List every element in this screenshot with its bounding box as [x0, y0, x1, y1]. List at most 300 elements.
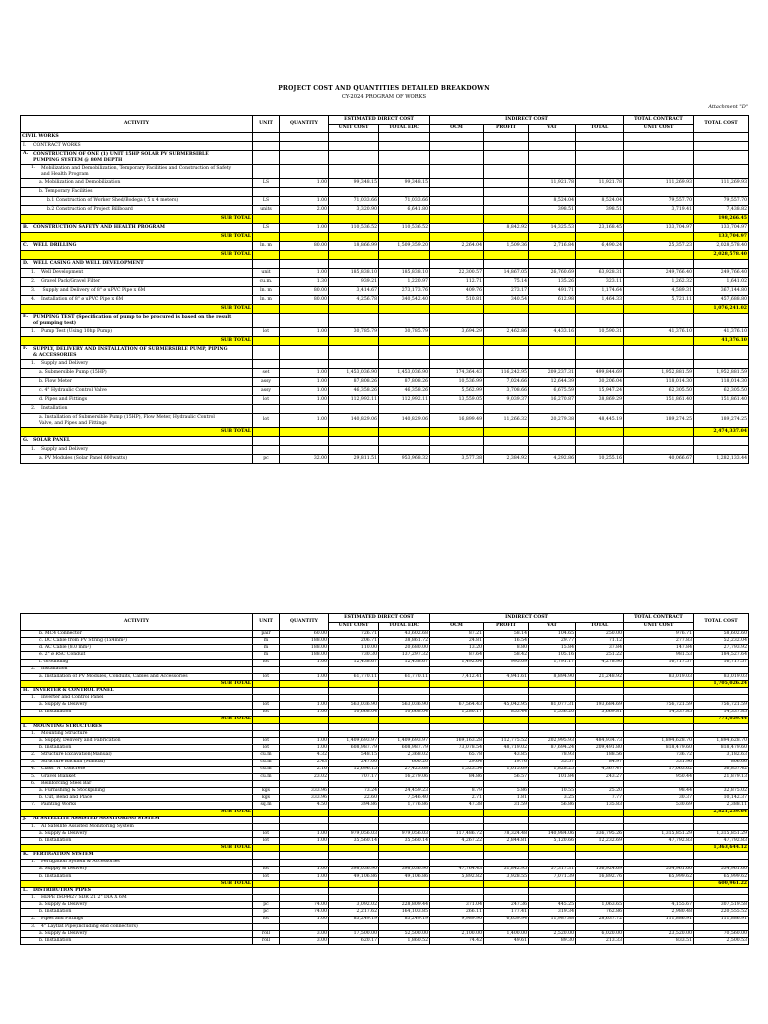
subtotal-empty-cell: [576, 809, 624, 816]
activity-label: INVERTER & CONTROL PANEL: [33, 687, 114, 693]
unit-cell: LS: [253, 224, 280, 233]
ocm-cell: 1,280.17: [430, 709, 484, 716]
activity-cell: [21, 902, 253, 909]
table-row: [21, 723, 749, 730]
activity-label: f. Grounding: [39, 659, 69, 665]
unit-cost-cell: 61,770.11: [329, 673, 379, 680]
subtotal-empty-cell: [280, 809, 329, 816]
activity-cell: [21, 823, 253, 830]
table-row: [21, 437, 749, 446]
subtotal-empty-cell: [624, 809, 694, 816]
total-cost-cell: [694, 133, 749, 142]
activity-label: 4" Layflat Pipe(including end connectors): [41, 923, 138, 929]
quantity-cell: 2.43: [280, 759, 329, 766]
subtotal-value: 1,076,241.02: [694, 305, 749, 314]
total-cost-cell: 189,274.25: [694, 414, 749, 428]
subtotal-empty-cell: [253, 305, 280, 314]
activity-label: Supply and Delivery of 8" ø uPVC Pipe x 6M: [41, 287, 146, 293]
indirect-total-cell: [576, 823, 624, 830]
activity-cell: [21, 802, 253, 809]
item-number: 1.: [31, 446, 36, 452]
unit-cell: lot: [253, 873, 280, 880]
subtotal-empty-cell: [329, 215, 379, 224]
ocm-cell: 4,267.22: [430, 838, 484, 845]
total-cost-cell: 151,861.40: [694, 396, 749, 405]
indirect-total-cell: 1,464.33: [576, 296, 624, 305]
profit-cell: 1,509.36: [484, 242, 529, 251]
subtotal-empty-cell: [529, 716, 576, 723]
activity-label: Pump Test (Using 10hp Pump): [41, 328, 113, 334]
unit-cell: ln. m: [253, 296, 280, 305]
item-number: I.: [23, 723, 27, 729]
subtotal-empty-cell: [529, 428, 576, 437]
activity-label: DISTRIBUTION PIPES: [33, 887, 91, 893]
profit-cell: [484, 446, 529, 455]
activity-label: b. Installation: [39, 873, 72, 879]
indirect-total-cell: 10,590.31: [576, 328, 624, 337]
subtotal-label: SUB TOTAL: [21, 251, 253, 260]
profit-cell: 1.81: [484, 795, 529, 802]
contract-unit-cost-cell: 79,557.70: [624, 197, 694, 206]
contract-unit-cost-cell: [624, 446, 694, 455]
vat-cell: 1,791.17: [529, 659, 576, 666]
total-edc-cell: 6,641.80: [379, 206, 430, 215]
unit-cost-cell: 185,838.10: [329, 269, 379, 278]
table-row: [21, 695, 749, 702]
unit-cell: lot: [253, 673, 280, 680]
vat-cell: 3.25: [529, 795, 576, 802]
item-number: E.: [23, 313, 29, 319]
vat-cell: [529, 695, 576, 702]
quantity-cell: [280, 437, 329, 446]
profit-cell: [484, 360, 529, 369]
activity-label: a. Supply & Delivery: [39, 830, 88, 836]
indirect-total-cell: 48,445.19: [576, 414, 624, 428]
total-cost-cell: [694, 142, 749, 151]
ocm-cell: 1,523.54: [430, 766, 484, 773]
quantity-cell: 23.02: [280, 773, 329, 780]
table-row: [21, 816, 749, 823]
ocm-cell: 74.42: [430, 938, 484, 945]
ocm-cell: [430, 666, 484, 673]
subtotal-empty-cell: [379, 215, 430, 224]
unit-cell: [253, 314, 280, 328]
vat-cell: 12,644.39: [529, 378, 576, 387]
unit-cost-cell: 730.30: [329, 652, 379, 659]
vat-cell: [529, 730, 576, 737]
item-number: 1.: [31, 695, 36, 701]
unit-cost-cell: [329, 360, 379, 369]
subtotal-empty-cell: [379, 305, 430, 314]
total-edc-cell: 1,453,036.90: [379, 369, 430, 378]
total-edc-cell: 83,249.19: [379, 916, 430, 923]
vat-cell: 319.34: [529, 909, 576, 916]
activity-label: Installation of 8" ø uPVC Pipe x 6M: [41, 296, 124, 302]
total-edc-cell: [379, 346, 430, 360]
ocm-cell: 47.38: [430, 802, 484, 809]
quantity-cell: [280, 695, 329, 702]
activity-cell: [21, 709, 253, 716]
activity-cell: [21, 369, 253, 378]
total-cost-cell: 1,641.02: [694, 278, 749, 287]
subtotal-label: SUB TOTAL: [21, 880, 253, 887]
contract-unit-cost-cell: 111,886.91: [624, 916, 694, 923]
item-number: 3.: [31, 923, 36, 929]
col-total: TOTAL: [576, 125, 624, 133]
table-row: [21, 773, 749, 780]
unit-cost-cell: 10,668.04: [329, 709, 379, 716]
total-edc-cell: 30,785.79: [379, 328, 430, 337]
vat-cell: 57,317.31: [529, 866, 576, 873]
contract-unit-cost-cell: 98.44: [624, 788, 694, 795]
activity-cell: [21, 360, 253, 369]
total-edc-cell: 46,358.26: [379, 387, 430, 396]
item-number: 5.: [31, 773, 36, 779]
vat-cell: [529, 260, 576, 269]
activity-label: a. Installation of Submersible Pump (15HP), Flow Meter, Hydraulic Control Valve, and Pipes and Fittings: [39, 414, 215, 426]
activity-label: a. Supply, Delivery and Fabrication: [39, 737, 121, 743]
subtotal-label: SUB TOTAL: [21, 233, 253, 242]
activity-cell: [21, 197, 253, 206]
quantity-cell: 2.00: [280, 206, 329, 215]
total-edc-cell: 185,838.10: [379, 269, 430, 278]
subtotal-empty-cell: [576, 845, 624, 852]
activity-label: d. Pipes and Fittings: [39, 396, 88, 402]
subtotal-label: SUB TOTAL: [21, 845, 253, 852]
table-row: [21, 151, 749, 165]
table-row: [21, 838, 749, 845]
unit-cell: cu.m: [253, 759, 280, 766]
total-cost-cell: [694, 895, 749, 902]
item-number: F.: [23, 345, 28, 351]
unit-cell: [253, 133, 280, 142]
total-cost-cell: [694, 437, 749, 446]
unit-cost-cell: 563,036.90: [329, 702, 379, 709]
quantity-cell: [280, 260, 329, 269]
col-ocm: OCM: [430, 623, 484, 631]
profit-cell: 273.17: [484, 287, 529, 296]
subtotal-empty-cell: [430, 305, 484, 314]
subtotal-label: SUB TOTAL: [21, 680, 253, 687]
contract-unit-cost-cell: 41,376.10: [624, 328, 694, 337]
activity-label: b.2 Construction of Project Billboard: [47, 206, 133, 212]
total-cost-cell: [694, 816, 749, 823]
profit-cell: 49.61: [484, 938, 529, 945]
ocm-cell: [430, 188, 484, 197]
vat-cell: 14,325.53: [529, 224, 576, 233]
total-cost-cell: 1,952,881.59: [694, 369, 749, 378]
quantity-cell: [280, 816, 329, 823]
total-edc-cell: 1,860.52: [379, 938, 430, 945]
table-row: [21, 387, 749, 396]
activity-cell: [21, 688, 253, 695]
total-cost-cell: 32,875.02: [694, 788, 749, 795]
contract-unit-cost-cell: 14,337.85: [624, 709, 694, 716]
vat-cell: 398.51: [529, 206, 576, 215]
profit-cell: 116,242.95: [484, 369, 529, 378]
unit-cell: LS: [253, 197, 280, 206]
activity-cell: [21, 666, 253, 673]
profit-cell: 853.44: [484, 709, 529, 716]
vat-cell: 15.84: [529, 645, 576, 652]
ocm-cell: [430, 360, 484, 369]
total-edc-cell: 979,056.03: [379, 830, 430, 837]
unit-cell: ln. m: [253, 287, 280, 296]
indirect-total-cell: [576, 723, 624, 730]
activity-label: a. Supply & Delivery: [39, 866, 88, 872]
subtotal-empty-cell: [430, 428, 484, 437]
ocm-cell: [430, 346, 484, 360]
vat-cell: [529, 165, 576, 179]
activity-label: b. Temporary Facilities: [39, 188, 93, 194]
item-number: 1.: [31, 730, 36, 736]
quantity-cell: [280, 923, 329, 930]
unit-cell: pc: [253, 455, 280, 464]
unit-cost-cell: [329, 346, 379, 360]
total-cost-cell: [694, 314, 749, 328]
vat-cell: [529, 852, 576, 859]
total-edc-cell: [379, 360, 430, 369]
vat-cell: [529, 405, 576, 414]
total-cost-cell: [694, 730, 749, 737]
activity-cell: [21, 278, 253, 287]
activity-label: e. 2" ø RSC Conduit: [39, 652, 86, 658]
unit-cell: [253, 446, 280, 455]
total-edc-cell: [379, 688, 430, 695]
activity-label: Reinforcing Steel Bar: [41, 780, 92, 786]
activity-cell: [21, 269, 253, 278]
subtotal-empty-cell: [529, 251, 576, 260]
unit-cost-cell: 87,808.26: [329, 378, 379, 387]
unit-cell: pc: [253, 902, 280, 909]
table-row: [21, 673, 749, 680]
indirect-total-cell: 188.56: [576, 752, 624, 759]
subtotal-empty-cell: [484, 428, 529, 437]
total-edc-cell: 1,776.86: [379, 802, 430, 809]
subtotal-empty-cell: [280, 428, 329, 437]
total-edc-cell: [379, 133, 430, 142]
total-cost-cell: 70,560.00: [694, 930, 749, 937]
subtotal-empty-cell: [484, 305, 529, 314]
indirect-total-cell: 84.97: [576, 759, 624, 766]
ocm-cell: [430, 133, 484, 142]
contract-unit-cost-cell: [624, 688, 694, 695]
subtotal-empty-cell: [430, 880, 484, 887]
col-activity: ACTIVITY: [21, 614, 253, 631]
contract-unit-cost-cell: [624, 816, 694, 823]
quantity-cell: [280, 142, 329, 151]
indirect-total-cell: [576, 314, 624, 328]
vat-cell: [529, 895, 576, 902]
subtotal-empty-cell: [484, 809, 529, 816]
profit-cell: 1,400.00: [484, 930, 529, 937]
total-edc-cell: [379, 723, 430, 730]
profit-cell: 8,842.92: [484, 224, 529, 233]
activity-cell: [21, 242, 253, 251]
table-row: [21, 916, 749, 923]
indirect-total-cell: [576, 888, 624, 895]
total-edc-cell: 164,103.85: [379, 909, 430, 916]
indirect-total-cell: 193,684.69: [576, 702, 624, 709]
total-edc-cell: 340,542.40: [379, 296, 430, 305]
table-row: [21, 852, 749, 859]
indirect-total-cell: [576, 260, 624, 269]
table-header: [21, 614, 749, 631]
subtotal-empty-cell: [280, 337, 329, 346]
indirect-total-cell: 28,637.72: [576, 916, 624, 923]
activity-cell: [21, 773, 253, 780]
unit-cell: [253, 405, 280, 414]
quantity-cell: [280, 188, 329, 197]
contract-unit-cost-cell: 1,894,628.70: [624, 738, 694, 745]
activity-cell: [21, 165, 253, 179]
table-row: [21, 278, 749, 287]
contract-unit-cost-cell: 83,019.03: [624, 673, 694, 680]
subtotal-empty-cell: [624, 716, 694, 723]
contract-unit-cost-cell: 62,305.50: [624, 387, 694, 396]
unit-cost-cell: 73.24: [329, 788, 379, 795]
profit-cell: 6,659.94: [484, 916, 529, 923]
vat-cell: [529, 816, 576, 823]
ocm-cell: [430, 314, 484, 328]
unit-cost-cell: 548.15: [329, 752, 379, 759]
total-cost-cell: 3,182.63: [694, 752, 749, 759]
total-cost-cell: [694, 188, 749, 197]
unit-cell: m: [253, 645, 280, 652]
total-cost-cell: 1,315,851.29: [694, 830, 749, 837]
total-edc-cell: 16,279.06: [379, 773, 430, 780]
activity-cell: [21, 396, 253, 405]
ocm-cell: 16,899.49: [430, 414, 484, 428]
subtotal-empty-cell: [430, 215, 484, 224]
unit-cost-cell: [329, 723, 379, 730]
total-edc-cell: 608,987.79: [379, 745, 430, 752]
indirect-total-cell: 762.86: [576, 909, 624, 916]
unit-cost-cell: 49,106.86: [329, 873, 379, 880]
activity-label: Installation: [41, 666, 68, 672]
activity-label: SUPPLY, DELIVERY AND INSTALLATION OF SUBMERSIBLE PUMP, PIPING & ACCESSORIES: [33, 346, 228, 358]
contract-unit-cost-cell: 25,357.23: [624, 242, 694, 251]
subtotal-empty-cell: [379, 880, 430, 887]
contract-unit-cost-cell: [624, 780, 694, 787]
vat-cell: [529, 780, 576, 787]
subtotal-empty-cell: [624, 428, 694, 437]
activity-label: a. Mobilization and Demobilization: [39, 179, 121, 185]
table-row: [21, 759, 749, 766]
unit-cost-cell: [329, 695, 379, 702]
profit-cell: [484, 346, 529, 360]
subtotal-empty-cell: [430, 337, 484, 346]
profit-cell: [484, 730, 529, 737]
indirect-total-cell: 15,947.24: [576, 387, 624, 396]
profit-cell: 8.80: [484, 645, 529, 652]
subtotal-value: 1,705,026.24: [694, 680, 749, 687]
indirect-total-cell: 8,524.04: [576, 197, 624, 206]
subtotal-value: 133,704.97: [694, 233, 749, 242]
ocm-cell: 65.78: [430, 752, 484, 759]
profit-cell: 2,462.86: [484, 328, 529, 337]
total-edc-cell: [379, 695, 430, 702]
contract-unit-cost-cell: 277.83: [624, 638, 694, 645]
subtotal-empty-cell: [253, 251, 280, 260]
total-cost-cell: 367,144.80: [694, 287, 749, 296]
contract-unit-cost-cell: 40,066.67: [624, 455, 694, 464]
total-edc-cell: 27,423.68: [379, 766, 430, 773]
subtotal-row: [21, 845, 749, 852]
quantity-cell: 4.32: [280, 752, 329, 759]
col-contract-unit-cost: UNIT COST: [624, 125, 694, 133]
activity-label: Fertigation System & Accessories: [41, 859, 120, 865]
subtotal-empty-cell: [484, 880, 529, 887]
item-number: A.: [23, 150, 29, 156]
subtotal-empty-cell: [379, 809, 430, 816]
total-cost-cell: 111,886.91: [694, 916, 749, 923]
subtotal-value: 2,821,239.64: [694, 809, 749, 816]
contract-unit-cost-cell: 818,479.60: [624, 745, 694, 752]
table-row: [21, 396, 749, 405]
total-edc-cell: 35,560.14: [379, 838, 430, 845]
activity-label: MOUNTING STRUCTURES: [33, 723, 102, 729]
activity-cell: [21, 795, 253, 802]
col-quantity: QUANTITY: [280, 614, 329, 631]
total-cost-cell: [694, 688, 749, 695]
vat-cell: 202,995.93: [529, 738, 576, 745]
ocm-cell: 84.86: [430, 773, 484, 780]
activity-cell: [21, 816, 253, 823]
indirect-total-cell: [576, 133, 624, 142]
activity-cell: [21, 873, 253, 880]
unit-cost-cell: [329, 188, 379, 197]
subtotal-value: 41,376.10: [694, 337, 749, 346]
total-cost-cell: 1,894,628.70: [694, 738, 749, 745]
ocm-cell: [430, 823, 484, 830]
col-contract-unit-cost: UNIT COST: [624, 623, 694, 631]
subtotal-empty-cell: [576, 716, 624, 723]
activity-label: a. Furnishing & Stockpilling: [39, 787, 105, 793]
profit-cell: 4,941.61: [484, 673, 529, 680]
activity-label: Class "A" Concrete: [41, 766, 86, 772]
total-cost-cell: [694, 852, 749, 859]
table-row: [21, 745, 749, 752]
total-cost-cell: 457,688.80: [694, 296, 749, 305]
item-number: 1.: [31, 328, 36, 334]
activity-cell: [21, 405, 253, 414]
total-edc-cell: [379, 895, 430, 902]
item-number: B.: [23, 224, 29, 230]
vat-cell: 4,433.16: [529, 328, 576, 337]
profit-cell: 56.57: [484, 773, 529, 780]
profit-cell: 31,842.95: [484, 866, 529, 873]
activity-label: AI Satellite Assisted Monitoring System: [41, 823, 134, 829]
table-row: [21, 405, 749, 414]
subtotal-empty-cell: [253, 233, 280, 242]
indirect-total-cell: [576, 188, 624, 197]
quantity-cell: 1.00: [280, 866, 329, 873]
unit-cost-cell: 71,033.66: [329, 197, 379, 206]
unit-cost-cell: [329, 859, 379, 866]
unit-cell: lot: [253, 866, 280, 873]
unit-cell: [253, 859, 280, 866]
ocm-cell: 29.64: [430, 759, 484, 766]
subtotal-row: [21, 809, 749, 816]
subtotal-empty-cell: [430, 716, 484, 723]
profit-cell: [484, 314, 529, 328]
quantity-cell: [280, 405, 329, 414]
unit-cost-cell: [329, 151, 379, 165]
ocm-cell: [430, 446, 484, 455]
total-edc-cell: 52,500.00: [379, 930, 430, 937]
indirect-total-cell: 71.12: [576, 638, 624, 645]
